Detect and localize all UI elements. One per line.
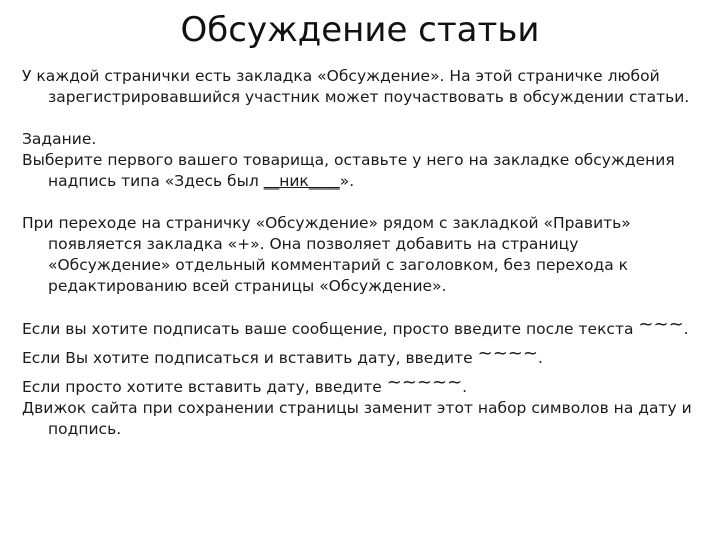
sign-date-tildes: ~~~~ bbox=[477, 343, 538, 364]
sign-date-end: . bbox=[537, 349, 543, 367]
date-text: Если просто хотите вставить дату, введите bbox=[22, 378, 387, 396]
sign-tildes: ~~~ bbox=[638, 314, 684, 335]
slide-title: Обсуждение статьи bbox=[180, 10, 540, 50]
sign-end: . bbox=[683, 320, 689, 338]
task-paragraph bbox=[22, 150, 698, 192]
sign-date-text: Если Вы хотите подписаться и вставить дату, введите bbox=[22, 349, 478, 367]
engine-note: Движок сайта при сохранении страницы заменит этот набор символов на дату и подпись. bbox=[22, 399, 692, 438]
task-text-end: ». bbox=[339, 172, 355, 190]
sign-date-instruction bbox=[22, 343, 698, 369]
date-tildes: ~~~~~ bbox=[386, 372, 463, 393]
intro-paragraph: У каждой странички есть закладка «Обсуждение». На этой страничке любой зарегистрировавшийся участник может поучаствовать в обсуждении статьи. bbox=[22, 67, 690, 106]
plus-tab-paragraph: При переходе на страничку «Обсуждение» рядом с закладкой «Править» появляется закладка «+». Она позволяет добавить на страницу «Обсуждение» отдельный комментарий с заголовком, без перехода к редактированию всей страницы «Обсуждение». bbox=[22, 214, 631, 295]
date-instruction bbox=[22, 372, 698, 398]
task-text: Выберите первого вашего товарища, оставьте у него на закладке обсуждения надпись типа «Здесь был bbox=[22, 151, 675, 190]
task-label: Задание. bbox=[22, 130, 97, 148]
sign-text: Если вы хотите подписать ваше сообщение, просто введите после текста bbox=[22, 320, 639, 338]
date-end: . bbox=[462, 378, 468, 396]
slide-body bbox=[22, 66, 698, 440]
nickname-placeholder: __ник____ bbox=[263, 172, 340, 190]
sign-instruction bbox=[22, 314, 698, 340]
